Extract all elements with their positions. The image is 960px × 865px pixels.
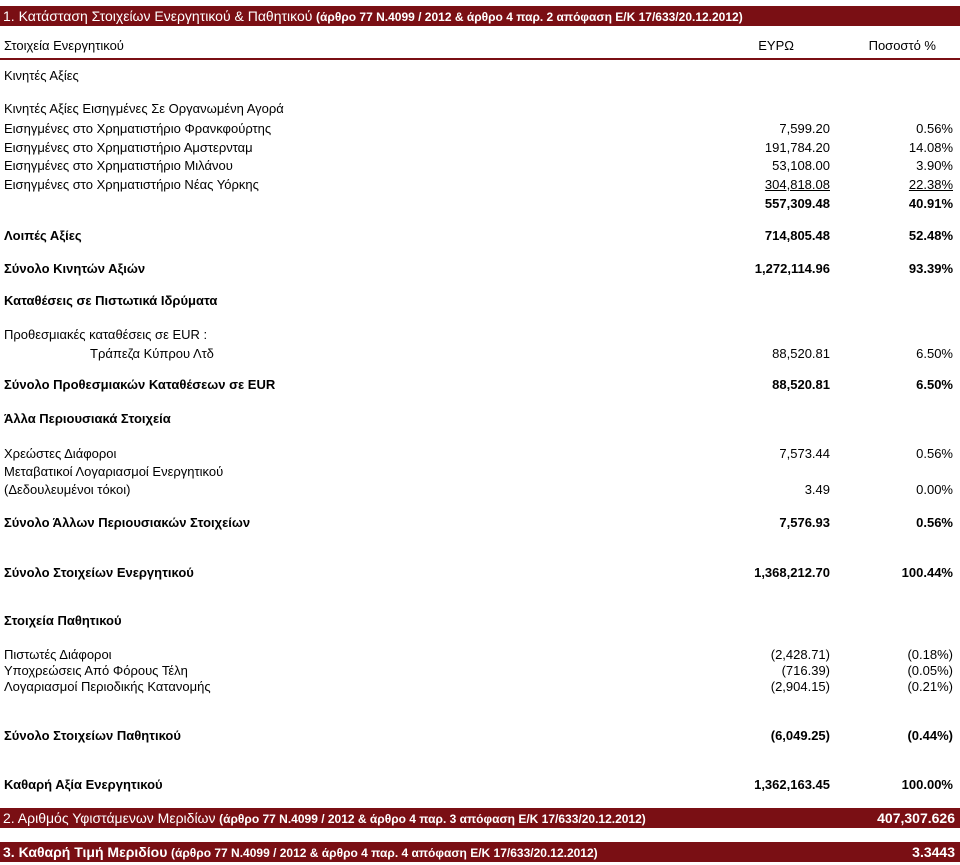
- listed-securities-heading: Κινητές Αξίες Εισηγμένες Σε Οργανωμένη Αγορά: [4, 101, 284, 116]
- table-row: Πιστωτές Διάφοροι (2,428.71) (0.18%): [4, 647, 953, 662]
- bank-deposit-row: Τράπεζα Κύπρου Λτδ 88,520.81 6.50%: [90, 346, 953, 361]
- term-deposits-heading: Προθεσμιακές καταθέσεις σε EUR :: [4, 327, 208, 342]
- table-row: Εισηγμένες στο Χρηματιστήριο Αμστερνταμ 191,784.20 14.08%: [4, 140, 953, 155]
- total-liabilities-row: Σύνολο Στοιχείων Παθητικού (6,049.25) (0.44%): [4, 728, 953, 743]
- assets-header-label: Στοιχεία Ενεργητικού: [4, 38, 124, 53]
- table-row: Εισηγμένες στο Χρηματιστήριο Μιλάνου 53,108.00 3.90%: [4, 158, 953, 173]
- assets-header: [4, 38, 956, 56]
- debtors-row: Χρεώστες Διάφοροι 7,573.44 0.56%: [4, 446, 953, 461]
- section-3-bar: [0, 842, 960, 862]
- section-2-bar: [0, 808, 960, 828]
- column-amount-header: ΕΥΡΩ: [758, 38, 794, 53]
- total-assets-row: Σύνολο Στοιχείων Ενεργητικού 1,368,212.70 100.44%: [4, 565, 953, 580]
- table-row: Λογαριασμοί Περιοδικής Κατανομής (2,904.15) (0.21%): [4, 679, 953, 694]
- transit-accounts-row: Μεταβατικοί Λογαριασμοί Ενεργητικού: [4, 464, 224, 479]
- table-row: Εισηγμένες στο Χρηματιστήριο Φρανκφούρτης 7,599.20 0.56%: [4, 121, 953, 136]
- deposits-heading: Καταθέσεις σε Πιστωτικά Ιδρύματα: [4, 293, 218, 308]
- net-asset-value-row: Καθαρή Αξία Ενεργητικού 1,362,163.45 100.00%: [4, 777, 953, 792]
- section-1-ref: (άρθρο 77 Ν.4099 / 2012 & άρθρο 4 παρ. 2 απόφαση Ε/Κ 17/633/20.12.2012): [316, 10, 743, 24]
- total-securities-row: Σύνολο Κινητών Αξιών 1,272,114.96 93.39%: [4, 261, 953, 276]
- section-2-ref: (άρθρο 77 Ν.4099 / 2012 & άρθρο 4 παρ. 3 απόφαση Ε/Κ 17/633/20.12.2012): [219, 812, 646, 826]
- section-3-title: 3. Καθαρή Τιμή Μεριδίου: [3, 844, 168, 860]
- other-assets-heading: Άλλα Περιουσιακά Στοιχεία: [4, 411, 171, 426]
- securities-heading: Κινητές Αξίες: [4, 68, 79, 83]
- table-row: Υποχρεώσεις Από Φόρους Τέλη (716.39) (0.05%): [4, 663, 953, 678]
- section-2-title: 2. Αριθμός Υφιστάμενων Μεριδίων: [3, 810, 216, 826]
- section-3-ref: (άρθρο 77 Ν.4099 / 2012 & άρθρο 4 παρ. 4 απόφαση Ε/Κ 17/633/20.12.2012): [171, 846, 598, 860]
- term-deposits-total-row: Σύνολο Προθεσμιακών Καταθέσεων σε EUR 88,520.81 6.50%: [4, 377, 953, 392]
- header-divider: [0, 58, 960, 60]
- shares-outstanding-value: 407,307.626: [877, 810, 955, 826]
- liabilities-heading: Στοιχεία Παθητικού: [4, 613, 122, 628]
- section-1-bar: [0, 6, 960, 26]
- other-assets-total-row: Σύνολο Άλλων Περιουσιακών Στοιχείων 7,576.93 0.56%: [4, 515, 953, 530]
- column-percent-header: Ποσοστό %: [868, 38, 936, 53]
- net-unit-price-value: 3.3443: [912, 844, 955, 860]
- table-row: Εισηγμένες στο Χρηματιστήριο Νέας Υόρκης 304,818.08 22.38%: [4, 177, 953, 192]
- accrued-interest-row: (Δεδουλευμένοι τόκοι) 3.49 0.00%: [4, 482, 953, 497]
- other-securities-row: Λοιπές Αξίες 714,805.48 52.48%: [4, 228, 953, 243]
- section-1-title: 1. Κατάσταση Στοιχείων Ενεργητικού & Παθητικού: [3, 8, 313, 24]
- listed-subtotal-row: 557,309.48 40.91%: [764, 196, 953, 211]
